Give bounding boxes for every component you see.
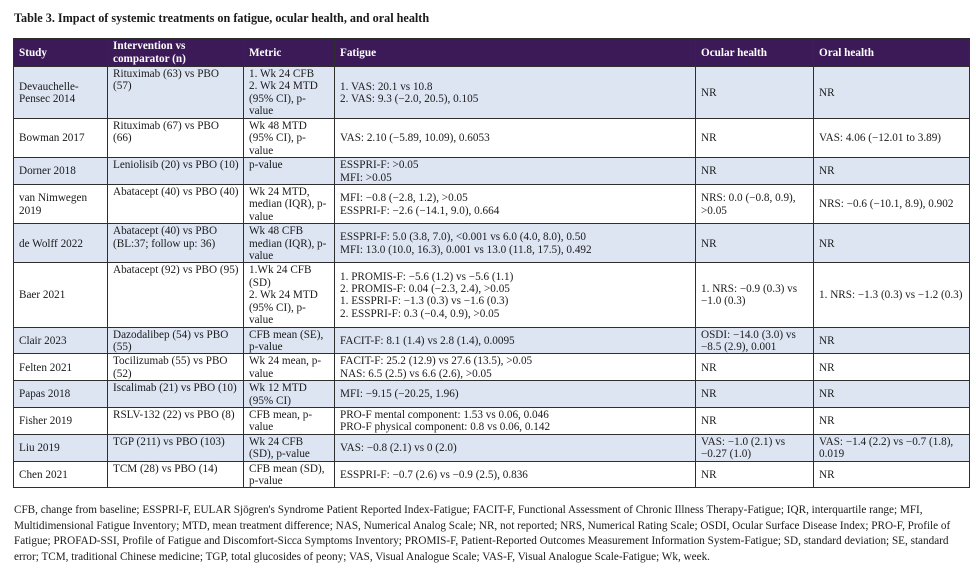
header-row: [14, 39, 970, 67]
cell-ocular: NR: [696, 381, 814, 408]
metric-line: Wk 24 mean, p-value: [249, 355, 322, 380]
cell-intervention: TCM (28) vs PBO (14): [108, 461, 244, 488]
cell-fatigue: [335, 158, 696, 185]
fatigue-line: 1. ESSPRI-F: −1.3 (0.3) vs −1.6 (0.3): [340, 295, 509, 308]
cell-oral: NR: [814, 381, 970, 408]
metric-line: Wk 24 CFB (SD), p-value: [249, 435, 310, 461]
cell-metric: [244, 67, 335, 119]
fatigue-line: 1. PROMIS-F: −5.6 (1.2) vs −5.6 (1.1): [340, 270, 514, 283]
metric-line: 1. Wk 24 CFB: [249, 68, 315, 80]
cell-study: Devauchelle-Pensec 2014: [14, 67, 108, 119]
metric-line: CFB mean (SD), p-value: [249, 462, 325, 487]
cell-ocular: NR: [696, 224, 814, 263]
fatigue-line: FACIT-F: 8.1 (1.4) vs 2.8 (1.4), 0.0095: [340, 334, 515, 347]
cell-metric: [244, 461, 335, 488]
cell-intervention: Rituximab (63) vs PBO (57): [108, 67, 244, 119]
table-footnote: CFB, change from baseline; ESSPRI-F, EULAR Sjögren's Syndrome Patient Reported Index-Fatigue; FACIT-F, Functional Assessment of Chronic Illness Therapy-Fatigue; IQR, interquartile range; MFI, Multidimensional Fatigue Inventory; MTD, mean treatment difference; NAS, Numerical Analog Scale; NR, not reported; NRS, Numerical Rating Scale; OSDI, Ocular Surface Disease Index; PRO-F, Profile of Fatigue; PROFAD-SSI, Profile of Fatigue and Discomfort-Sicca Symptoms Inventory; PROMIS-F, Patient-Reported Outcomes Measurement Information System-Fatigue; SD, standard deviation; SE, standard error; TCM, traditional Chinese medicine; TGP, total glucosides of peony; VAS, Visual Analogue Scale; VAS-F, Visual Analogue Scale-Fatigue; Wk, week.: [14, 504, 951, 563]
cell-ocular: VAS: −1.0 (2.1) vs −0.27 (1.0): [696, 434, 814, 461]
table-row: [14, 327, 970, 354]
fatigue-line: ESSPRI-F: >0.05: [340, 159, 419, 172]
table-row: [14, 67, 970, 119]
fatigue-line: PRO-F mental component: 1.53 vs 0.06, 0.046: [340, 408, 549, 421]
fatigue-line: ESSPRI-F: −2.6 (−14.1, 9.0), 0.664: [340, 204, 500, 217]
cell-fatigue: [335, 434, 696, 461]
table-row: [14, 381, 970, 408]
fatigue-line: ESSPRI-F: −0.7 (2.6) vs −0.9 (2.5), 0.836: [340, 468, 528, 481]
cell-metric: [244, 185, 335, 224]
table-body: [14, 67, 970, 488]
cell-oral: NR: [814, 461, 970, 488]
cell-intervention: Iscalimab (21) vs PBO (10): [108, 381, 244, 408]
cell-oral: NR: [814, 354, 970, 381]
table-row: [14, 158, 970, 185]
metric-line: 2. Wk 24 MTD (95% CI), p-value: [249, 289, 318, 327]
cell-metric: [244, 327, 335, 354]
cell-ocular: NR: [696, 119, 814, 158]
fatigue-line: MFI: −0.8 (−2.8, 1.2), >0.05: [340, 192, 468, 205]
header-fatigue: Fatigue: [335, 39, 696, 67]
table-row: [14, 354, 970, 381]
metric-line: p-value: [249, 159, 283, 172]
cell-metric: [244, 407, 335, 434]
fatigue-line: 2. VAS: 9.3 (−2.0, 20.5), 0.105: [340, 93, 479, 105]
table-row: [14, 185, 970, 224]
cell-intervention: TGP (211) vs PBO (103): [108, 434, 244, 461]
cell-oral: VAS: −1.4 (2.2) vs −0.7 (1.8), 0.019: [814, 434, 970, 461]
cell-study: Papas 2018: [14, 381, 108, 408]
cell-fatigue: [335, 407, 696, 434]
cell-metric: [244, 263, 335, 327]
cell-study: van Nimwegen 2019: [14, 185, 108, 224]
table-row: [14, 407, 970, 434]
cell-study: Bowman 2017: [14, 119, 108, 158]
cell-oral: 1. NRS: −1.3 (0.3) vs −1.2 (0.3): [814, 263, 970, 327]
fatigue-line: MFI: >0.05: [340, 171, 392, 184]
cell-ocular: NR: [696, 67, 814, 119]
fatigue-line: VAS: −0.8 (2.1) vs 0 (2.0): [340, 441, 457, 454]
cell-oral: NR: [814, 158, 970, 185]
table-row: [14, 434, 970, 461]
cell-intervention: RSLV-132 (22) vs PBO (8): [108, 407, 244, 434]
cell-intervention: Abatacept (40) vs PBO (40): [108, 185, 244, 224]
cell-metric: [244, 158, 335, 185]
cell-study: de Wolff 2022: [14, 224, 108, 263]
header-oral: Oral health: [814, 39, 970, 67]
metric-line: CFB mean (SE), p-value: [249, 328, 324, 353]
cell-fatigue: [335, 224, 696, 263]
cell-intervention: Tocilizumab (55) vs PBO (52): [108, 354, 244, 381]
cell-fatigue: [335, 354, 696, 381]
cell-ocular: OSDI: −14.0 (3.0) vs −8.5 (2.9), 0.001: [696, 327, 814, 354]
cell-metric: [244, 381, 335, 408]
metric-line: Wk 12 MTD (95% CI): [249, 382, 307, 407]
metric-line: Wk 48 CFB median (IQR), p-value: [249, 225, 327, 263]
fatigue-line: MFI: −9.15 (−20.25, 1.96): [340, 388, 459, 401]
cell-study: Felten 2021: [14, 354, 108, 381]
fatigue-line: 2. ESSPRI-F: 0.3 (−0.4, 0.9), >0.05: [340, 307, 500, 320]
cell-intervention: Leniolisib (20) vs PBO (10): [108, 158, 244, 185]
cell-fatigue: [335, 185, 696, 224]
cell-fatigue: [335, 381, 696, 408]
table-caption: Table 3. Impact of systemic treatments on fatigue, ocular health, and oral health: [14, 11, 430, 25]
cell-fatigue: [335, 327, 696, 354]
header-ocular: Ocular health: [696, 39, 814, 67]
cell-study: Liu 2019: [14, 434, 108, 461]
cell-fatigue: [335, 461, 696, 488]
table-row: [14, 224, 970, 263]
cell-oral: VAS: 4.06 (−12.01 to 3.89): [814, 119, 970, 158]
fatigue-line: VAS: 2.10 (−5.89, 10.09), 0.6053: [340, 132, 490, 145]
cell-ocular: NRS: 0.0 (−0.8, 0.9), >0.05: [696, 185, 814, 224]
cell-study: Clair 2023: [14, 327, 108, 354]
header-study: Study: [14, 39, 108, 67]
fatigue-line: MFI: 13.0 (10.0, 16.3), 0.001 vs 13.0 (11.8, 17.5), 0.492: [340, 243, 592, 256]
cell-study: Baer 2021: [14, 263, 108, 327]
fatigue-line: NAS: 6.5 (2.5) vs 6.6 (2.6), >0.05: [340, 367, 492, 380]
cell-fatigue: [335, 67, 696, 119]
header-metric: Metric: [244, 39, 335, 67]
cell-intervention: Abatacept (40) vs PBO (BL:37; follow up: 36): [108, 224, 244, 263]
cell-oral: NRS: −0.6 (−10.1, 8.9), 0.902: [814, 185, 970, 224]
cell-metric: [244, 224, 335, 263]
results-table: [13, 38, 970, 488]
cell-ocular: NR: [696, 407, 814, 434]
header-intervention: Intervention vs comparator (n): [108, 39, 244, 67]
table-row: [14, 119, 970, 158]
cell-ocular: NR: [696, 461, 814, 488]
cell-intervention: Rituximab (67) vs PBO (66): [108, 119, 244, 158]
table-row: [14, 263, 970, 327]
cell-ocular: 1. NRS: −0.9 (0.3) vs −1.0 (0.3): [696, 263, 814, 327]
cell-metric: [244, 434, 335, 461]
cell-study: Fisher 2019: [14, 407, 108, 434]
cell-intervention: Abatacept (92) vs PBO (95): [108, 263, 244, 327]
metric-line: CFB mean, p-value: [249, 408, 313, 434]
fatigue-line: ESSPRI-F: 5.0 (3.8, 7.0), <0.001 vs 6.0 (4.0, 8.0), 0.50: [340, 231, 586, 244]
metric-line: 2. Wk 24 MTD (95% CI), p-value: [249, 80, 318, 118]
cell-study: Dorner 2018: [14, 158, 108, 185]
cell-metric: [244, 119, 335, 158]
cell-oral: NR: [814, 407, 970, 434]
metric-line: Wk 48 MTD (95% CI), p-value: [249, 120, 307, 157]
fatigue-line: 2. PROMIS-F: 0.04 (−2.3, 2.4), >0.05: [340, 283, 510, 296]
fatigue-line: 1. VAS: 20.1 vs 10.8: [340, 80, 433, 93]
cell-study: Chen 2021: [14, 461, 108, 488]
cell-oral: NR: [814, 327, 970, 354]
table-row: [14, 461, 970, 488]
cell-ocular: NR: [696, 354, 814, 381]
cell-metric: [244, 354, 335, 381]
fatigue-line: FACIT-F: 25.2 (12.9) vs 27.6 (13.5), >0.05: [340, 355, 533, 368]
cell-fatigue: [335, 119, 696, 158]
metric-line: Wk 24 MTD, median (IQR), p-value: [249, 186, 327, 223]
cell-oral: NR: [814, 67, 970, 119]
cell-fatigue: [335, 263, 696, 327]
cell-intervention: Dazodalibep (54) vs PBO (55): [108, 327, 244, 354]
cell-oral: NR: [814, 224, 970, 263]
fatigue-line: PRO-F physical component: 0.8 vs 0.06, 0.142: [340, 421, 551, 434]
cell-ocular: NR: [696, 158, 814, 185]
metric-line: 1.Wk 24 CFB (SD): [249, 264, 312, 289]
